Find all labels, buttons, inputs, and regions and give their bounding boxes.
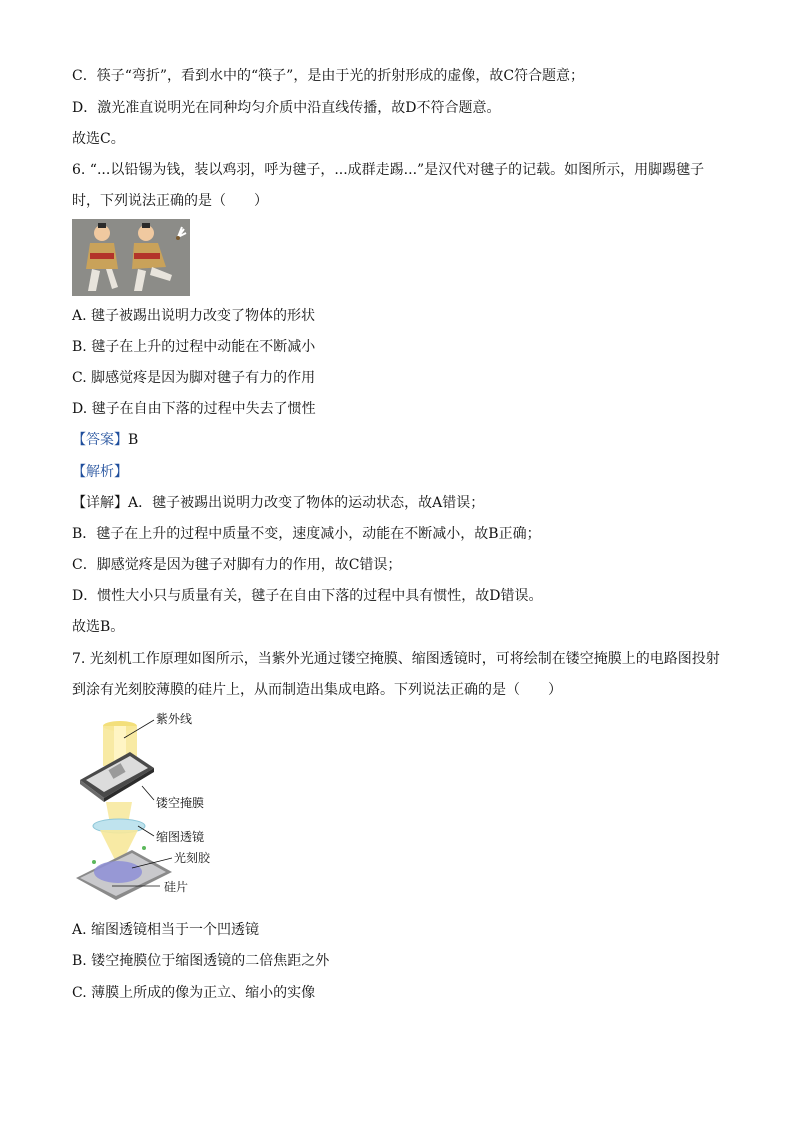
label-wafer: 硅片	[164, 880, 189, 894]
label-photoresist: 光刻胶	[174, 851, 211, 865]
label-mask: 镂空掩膜	[156, 796, 205, 810]
q7-option-a: A. 缩图透镜相当于一个凹透镜	[72, 922, 260, 938]
analysis-tag: 【解析】	[72, 464, 128, 480]
label-uv: 紫外线	[156, 712, 193, 726]
q7-stem-line1: 7. 光刻机工作原理如图所示，当紫外光通过镂空掩膜、缩图透镜时，可将绘制在镂空掩膜上的电路图投射	[72, 651, 720, 667]
q6-option-d: D. 毽子在自由下落的过程中失去了惯性	[72, 401, 316, 417]
q5-conclusion: 故选C。	[72, 131, 125, 147]
q6-conclusion: 故选B。	[72, 619, 125, 635]
q6-analysis-heading	[72, 462, 734, 482]
answer-value: B	[128, 432, 139, 448]
q6-option-b: B. 毽子在上升的过程中动能在不断减小	[72, 339, 316, 355]
q7-option-b: B. 镂空掩膜位于缩图透镜的二倍焦距之外	[72, 953, 330, 969]
detail-tag: 【详解】	[72, 495, 128, 511]
q7-stem-line2: 到涂有光刻胶薄膜的硅片上，从而制造出集成电路。下列说法正确的是（ ）	[72, 682, 562, 698]
lithography-figure	[72, 712, 262, 900]
q6-detail-c: C．脚感觉疼是因为毽子对脚有力的作用，故C错误；	[72, 557, 402, 573]
q6-answer	[72, 430, 734, 450]
q6-detail-b: B．毽子在上升的过程中质量不变，速度减小，动能在不断减小，故B正确；	[72, 526, 541, 542]
detail-a-text: A．毽子被踢出说明力改变了物体的运动状态，故A错误；	[128, 495, 485, 511]
q7-option-c: C. 薄膜上所成的像为正立、缩小的实像	[72, 985, 316, 1001]
q6-option-a: A. 毽子被踢出说明力改变了物体的形状	[72, 308, 316, 324]
option-d-explanation: D．激光准直说明光在同种均匀介质中沿直线传播，故D不符合题意。	[72, 100, 501, 116]
q6-detail-a	[72, 493, 734, 513]
shuttlecock-kick-figure	[72, 219, 190, 296]
q6-detail-d: D．惯性大小只与质量有关，毽子在自由下落的过程中具有惯性，故D错误。	[72, 588, 543, 604]
answer-tag: 【答案】	[72, 432, 128, 448]
q6-stem-line1: 6. “...以铅锡为钱，装以鸡羽，呼为毽子，...成群走踢...”是汉代对毽子的记载。如图所示，用脚踢毽子	[72, 162, 705, 178]
q6-stem-line2: 时，下列说法正确的是（ ）	[72, 193, 268, 209]
q6-option-c: C. 脚感觉疼是因为脚对毽子有力的作用	[72, 370, 316, 386]
option-c-explanation: C．筷子“弯折”，看到水中的“筷子”，是由于光的折射形成的虚像，故C符合题意；	[72, 68, 585, 84]
label-lens: 缩图透镜	[156, 830, 205, 844]
